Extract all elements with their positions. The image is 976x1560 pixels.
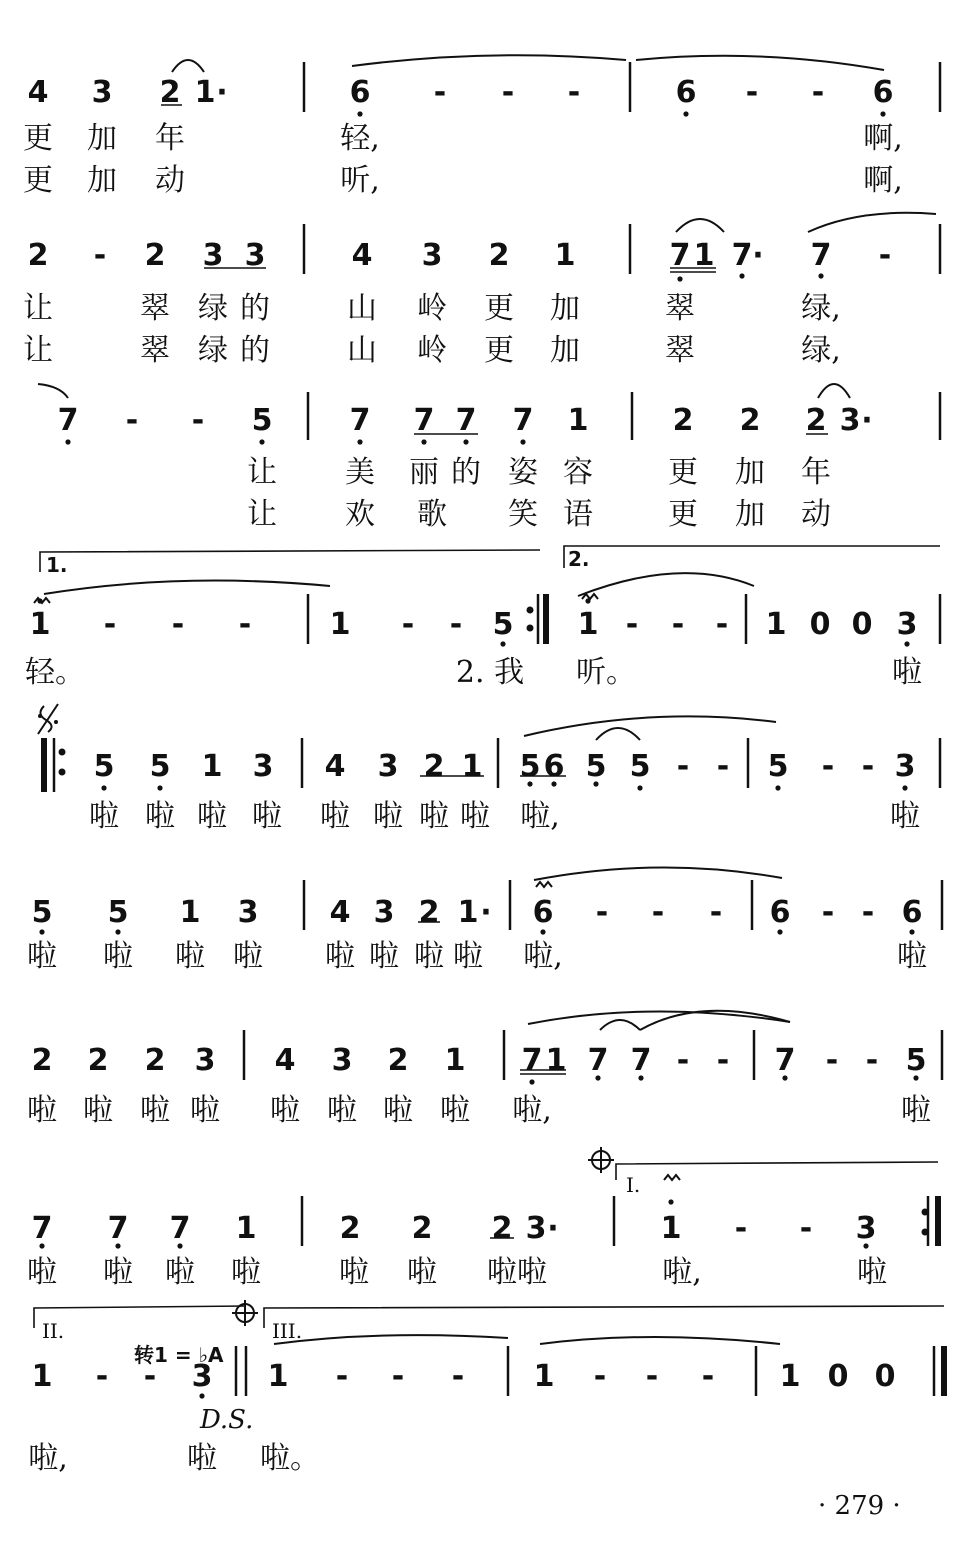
page-number: · 279 · <box>818 1491 901 1521</box>
system-6-note: 2 <box>418 895 440 930</box>
system-1-note: 4 <box>27 75 49 110</box>
system-4-note: - <box>715 607 729 642</box>
system-2-note: 7 <box>731 238 753 273</box>
system-6-note: 6 <box>769 895 791 930</box>
system-3-note: 2 <box>672 403 694 438</box>
system-1-lyric: 更 <box>23 121 53 156</box>
system-7-lyric: 啦 <box>140 1093 170 1128</box>
system-3-lyric: 语 <box>563 497 593 532</box>
system-6-lyric: 啦, <box>523 939 563 974</box>
system-4-lyric: 轻。 <box>25 655 85 690</box>
system-2-note: 7 <box>669 238 691 273</box>
system-8-note: 2 <box>411 1211 433 1246</box>
system-8-lyric: 啦啦 <box>487 1255 547 1290</box>
system-2-note: 3 <box>421 238 443 273</box>
system-6-lyric: 啦 <box>369 939 399 974</box>
system-1-note: - <box>811 75 825 110</box>
coda-volta-3-label: III. <box>272 1319 303 1343</box>
system-7-note: - <box>865 1043 879 1078</box>
system-3-lyric: 年 <box>801 455 831 490</box>
system-8-note: 7 <box>107 1211 129 1246</box>
system-5-lyric: 啦 <box>197 799 227 834</box>
system-9-lyric: 啦。 <box>260 1441 320 1476</box>
system-1-note: 6 <box>872 75 894 110</box>
segno-icon <box>38 704 58 734</box>
coda-icon <box>588 1147 614 1173</box>
system-6-note: 5 <box>107 895 129 930</box>
system-8-lyric: 啦 <box>857 1255 887 1290</box>
system-9-lyric: 啦, <box>28 1441 68 1476</box>
system-8-lyric: 啦 <box>339 1255 369 1290</box>
system-6-lyric: 啦 <box>103 939 133 974</box>
system-5-lyric: 啦 <box>320 799 350 834</box>
system-4-lyric: 2. 我 <box>455 655 525 690</box>
system-2-note: 2 <box>488 238 510 273</box>
system-9-note: - <box>143 1359 157 1394</box>
system-7-note: - <box>716 1043 730 1078</box>
system-6-note: 5 <box>31 895 53 930</box>
system-5-lyric: 啦 <box>460 799 490 834</box>
system-9-note: - <box>335 1359 349 1394</box>
system-2-note: 2 <box>144 238 166 273</box>
system-2-lyric: 让 <box>23 333 53 368</box>
system-6-lyric: 啦 <box>175 939 205 974</box>
system-2-lyric: 翠 <box>140 291 170 326</box>
system-2-lyric: 绿 <box>198 333 228 368</box>
system-4-note: - <box>449 607 463 642</box>
system-4-note: 1 <box>29 607 51 642</box>
system-5-note: 1 <box>201 749 223 784</box>
system-6-note: · <box>480 895 492 930</box>
system-6-note: 1 <box>179 895 201 930</box>
system-1-note: 2 <box>159 75 181 110</box>
system-8-lyric: 啦 <box>103 1255 133 1290</box>
system-2-lyric: 翠 <box>665 291 695 326</box>
system-2-note: 4 <box>351 238 373 273</box>
system-3-note: 7 <box>413 403 435 438</box>
system-7-note: 2 <box>87 1043 109 1078</box>
dal-segno-label: D.S. <box>200 1405 254 1435</box>
system-6-lyric: 啦 <box>897 939 927 974</box>
system-3-lyric: 容 <box>563 455 593 490</box>
system-1-note: - <box>567 75 581 110</box>
system-8-note: - <box>799 1211 813 1246</box>
system-9-note: - <box>451 1359 465 1394</box>
system-5-lyric: 啦 <box>373 799 403 834</box>
system-3-note: 7 <box>349 403 371 438</box>
system-3-lyric: 更 <box>668 455 698 490</box>
system-3-lyric: 动 <box>801 497 831 532</box>
system-6-note: 6 <box>532 895 554 930</box>
system-9-note: 1 <box>533 1359 555 1394</box>
system-4-lyric: 听。 <box>576 655 636 690</box>
ties-and-slurs <box>38 55 936 1344</box>
system-6-note: 1 <box>457 895 479 930</box>
system-7-note: 1 <box>444 1043 466 1078</box>
system-4-note: 1 <box>329 607 351 642</box>
system-6-lyric: 啦 <box>27 939 57 974</box>
system-7-note: 2 <box>387 1043 409 1078</box>
system-8-note: · <box>547 1211 559 1246</box>
system-5-note: 5 <box>767 749 789 784</box>
system-7-note: 2 <box>144 1043 166 1078</box>
system-5-note: - <box>676 749 690 784</box>
system-8-lyric: 啦 <box>165 1255 195 1290</box>
system-3-lyric: 丽 <box>409 455 439 490</box>
system-4-note: - <box>671 607 685 642</box>
system-6-note: - <box>651 895 665 930</box>
system-7-note: 3 <box>194 1043 216 1078</box>
coda-volta-2-label: II. <box>42 1319 65 1343</box>
system-2-lyric: 山 <box>347 291 377 326</box>
system-1-lyric: 动 <box>155 163 185 198</box>
system-9-note: - <box>391 1359 405 1394</box>
system-1-note: 3 <box>91 75 113 110</box>
system-5-note: 5 <box>629 749 651 784</box>
system-9-note: 3 <box>191 1359 213 1394</box>
system-1-lyric: 更 <box>23 163 53 198</box>
system-6-note: - <box>861 895 875 930</box>
system-8-lyric: 啦, <box>662 1255 702 1290</box>
volta-1-label: 1. <box>46 553 68 577</box>
system-5-note: 3 <box>894 749 916 784</box>
system-1-note: - <box>745 75 759 110</box>
system-3-lyric: 美 <box>345 455 375 490</box>
system-6-note: 3 <box>237 895 259 930</box>
system-2-lyric: 绿, <box>801 333 841 368</box>
system-8-lyric: 啦 <box>407 1255 437 1290</box>
system-7-note: 7 <box>774 1043 796 1078</box>
system-5-lyric: 啦 <box>890 799 920 834</box>
system-5-lyric: 啦 <box>89 799 119 834</box>
system-2-note: 3 <box>244 238 266 273</box>
system-1-note: - <box>433 75 447 110</box>
system-1-lyric: 加 <box>87 163 117 198</box>
system-4-note: - <box>625 607 639 642</box>
system-1-lyric: 听, <box>340 163 380 198</box>
system-7-note: 5 <box>905 1043 927 1078</box>
system-3-note: - <box>191 403 205 438</box>
system-2-lyric: 的 <box>240 333 270 368</box>
system-7-lyric: 啦 <box>327 1093 357 1128</box>
system-4-note: 5 <box>492 607 514 642</box>
system-5-lyric: 啦 <box>419 799 449 834</box>
system-5-lyric: 啦 <box>145 799 175 834</box>
system-2-lyric: 更 <box>484 291 514 326</box>
system-2-lyric: 山 <box>347 333 377 368</box>
system-3-lyric: 让 <box>247 497 277 532</box>
system-6-note: 6 <box>901 895 923 930</box>
system-2-note: 3 <box>202 238 224 273</box>
system-9-note: - <box>95 1359 109 1394</box>
system-7-note: 7 <box>521 1043 543 1078</box>
system-4-note: - <box>238 607 252 642</box>
system-3-note: 1 <box>567 403 589 438</box>
system-7-lyric: 啦 <box>383 1093 413 1128</box>
system-5-lyric: 啦, <box>520 799 560 834</box>
system-7-lyric: 啦 <box>83 1093 113 1128</box>
system-5-note: - <box>861 749 875 784</box>
system-2-note: 1 <box>693 238 715 273</box>
system-3-lyric: 加 <box>735 497 765 532</box>
system-1-note: 6 <box>675 75 697 110</box>
system-2-note: - <box>93 238 107 273</box>
system-2-note: 1 <box>554 238 576 273</box>
system-1-lyric: 加 <box>87 121 117 156</box>
system-3-note: 7 <box>512 403 534 438</box>
system-8-note: 2 <box>491 1211 513 1246</box>
system-1-note: 6 <box>349 75 371 110</box>
system-8-note: - <box>734 1211 748 1246</box>
system-4-note: 1 <box>765 607 787 642</box>
system-7-lyric: 啦 <box>440 1093 470 1128</box>
system-7-note: - <box>676 1043 690 1078</box>
system-5-lyric: 啦 <box>252 799 282 834</box>
system-8-note: 7 <box>31 1211 53 1246</box>
system-3-lyric: 笑 <box>508 497 538 532</box>
system-7-note: 3 <box>331 1043 353 1078</box>
system-7-note: 7 <box>630 1043 652 1078</box>
system-4-note: 3 <box>896 607 918 642</box>
system-5-note: 3 <box>377 749 399 784</box>
system-2-lyric: 更 <box>484 333 514 368</box>
system-3-lyric: 欢 <box>345 497 375 532</box>
system-4-note: - <box>171 607 185 642</box>
system-7-note: 4 <box>274 1043 296 1078</box>
system-7-note: - <box>825 1043 839 1078</box>
system-6-lyric: 啦 <box>325 939 355 974</box>
system-9-note: 0 <box>874 1359 896 1394</box>
system-1-lyric: 啊, <box>863 121 903 156</box>
system-8-lyric: 啦 <box>27 1255 57 1290</box>
system-6-note: - <box>821 895 835 930</box>
system-2-note: - <box>878 238 892 273</box>
system-9-note: 0 <box>827 1359 849 1394</box>
system-1-note: · <box>216 75 228 110</box>
system-9-lyric: 啦 <box>187 1441 217 1476</box>
system-7-lyric: 啦, <box>512 1093 552 1128</box>
system-2-lyric: 岭 <box>417 333 447 368</box>
system-7-note: 2 <box>31 1043 53 1078</box>
system-2-lyric: 岭 <box>417 291 447 326</box>
system-7-lyric: 啦 <box>901 1093 931 1128</box>
system-6-note: 4 <box>329 895 351 930</box>
system-4-note: - <box>401 607 415 642</box>
system-9-note: - <box>593 1359 607 1394</box>
system-5-note: 5 <box>149 749 171 784</box>
system-2-note: · <box>752 238 764 273</box>
system-3-note: 7 <box>455 403 477 438</box>
system-4-note: 1 <box>577 607 599 642</box>
system-6-note: - <box>595 895 609 930</box>
key-change-label: 转1 = ♭A <box>134 1343 224 1367</box>
system-8-note: 1 <box>660 1211 682 1246</box>
system-8-lyric: 啦 <box>231 1255 261 1290</box>
system-5-note: 5 <box>93 749 115 784</box>
system-6-lyric: 啦 <box>233 939 263 974</box>
system-2-lyric: 加 <box>550 291 580 326</box>
system-7-note: 1 <box>545 1043 567 1078</box>
system-2-note: 7 <box>810 238 832 273</box>
system-6-note: 3 <box>373 895 395 930</box>
system-4-note: 0 <box>809 607 831 642</box>
system-2-lyric: 绿 <box>198 291 228 326</box>
coda-volta-1-label: I. <box>626 1173 641 1197</box>
system-6-lyric: 啦 <box>453 939 483 974</box>
system-9-note: 1 <box>779 1359 801 1394</box>
system-1-note: 1 <box>194 75 216 110</box>
volta-2-label: 2. <box>568 547 590 571</box>
system-1-lyric: 啊, <box>863 163 903 198</box>
system-3-note: · <box>861 403 873 438</box>
system-3-lyric: 加 <box>735 455 765 490</box>
system-3-lyric: 歌 <box>417 497 447 532</box>
music-text <box>23 75 931 1476</box>
system-5-note: 2 <box>423 749 445 784</box>
system-6-lyric: 啦 <box>414 939 444 974</box>
system-3-lyric: 让 <box>247 455 277 490</box>
system-4-note: - <box>103 607 117 642</box>
system-2-lyric: 翠 <box>665 333 695 368</box>
system-1-lyric: 年 <box>155 121 185 156</box>
system-3-note: 7 <box>57 403 79 438</box>
system-2-lyric: 加 <box>550 333 580 368</box>
system-8-note: 3 <box>525 1211 547 1246</box>
system-5-note: 3 <box>252 749 274 784</box>
system-2-lyric: 翠 <box>140 333 170 368</box>
system-2-lyric: 绿, <box>801 291 841 326</box>
system-9-note: - <box>645 1359 659 1394</box>
system-8-note: 2 <box>339 1211 361 1246</box>
system-3-note: - <box>125 403 139 438</box>
system-3-note: 5 <box>251 403 273 438</box>
system-5-note: 5 <box>519 749 541 784</box>
system-5-note: 1 <box>461 749 483 784</box>
system-1-note: - <box>501 75 515 110</box>
system-3-note: 3 <box>839 403 861 438</box>
system-6-note: - <box>709 895 723 930</box>
system-5-note: - <box>821 749 835 784</box>
system-3-note: 2 <box>805 403 827 438</box>
system-8-note: 7 <box>169 1211 191 1246</box>
system-8-note: 1 <box>235 1211 257 1246</box>
system-2-lyric: 的 <box>240 291 270 326</box>
system-5-note: 4 <box>324 749 346 784</box>
system-2-note: 2 <box>27 238 49 273</box>
system-7-lyric: 啦 <box>190 1093 220 1128</box>
system-4-note: 0 <box>851 607 873 642</box>
system-3-note: 2 <box>739 403 761 438</box>
system-5-note: 6 <box>543 749 565 784</box>
system-3-lyric: 姿 <box>508 455 538 490</box>
system-3-lyric: 的 <box>451 455 481 490</box>
system-9-note: 1 <box>31 1359 53 1394</box>
system-8-note: 3 <box>855 1211 877 1246</box>
system-5-note: - <box>716 749 730 784</box>
system-4-lyric: 啦 <box>892 655 922 690</box>
system-3-lyric: 更 <box>668 497 698 532</box>
coda-icon <box>232 1300 258 1326</box>
system-9-note: - <box>701 1359 715 1394</box>
system-7-lyric: 啦 <box>270 1093 300 1128</box>
system-2-lyric: 让 <box>23 291 53 326</box>
system-1-lyric: 轻, <box>340 121 380 156</box>
system-9-note: 1 <box>267 1359 289 1394</box>
system-7-note: 7 <box>587 1043 609 1078</box>
system-5-note: 5 <box>585 749 607 784</box>
system-7-lyric: 啦 <box>27 1093 57 1128</box>
